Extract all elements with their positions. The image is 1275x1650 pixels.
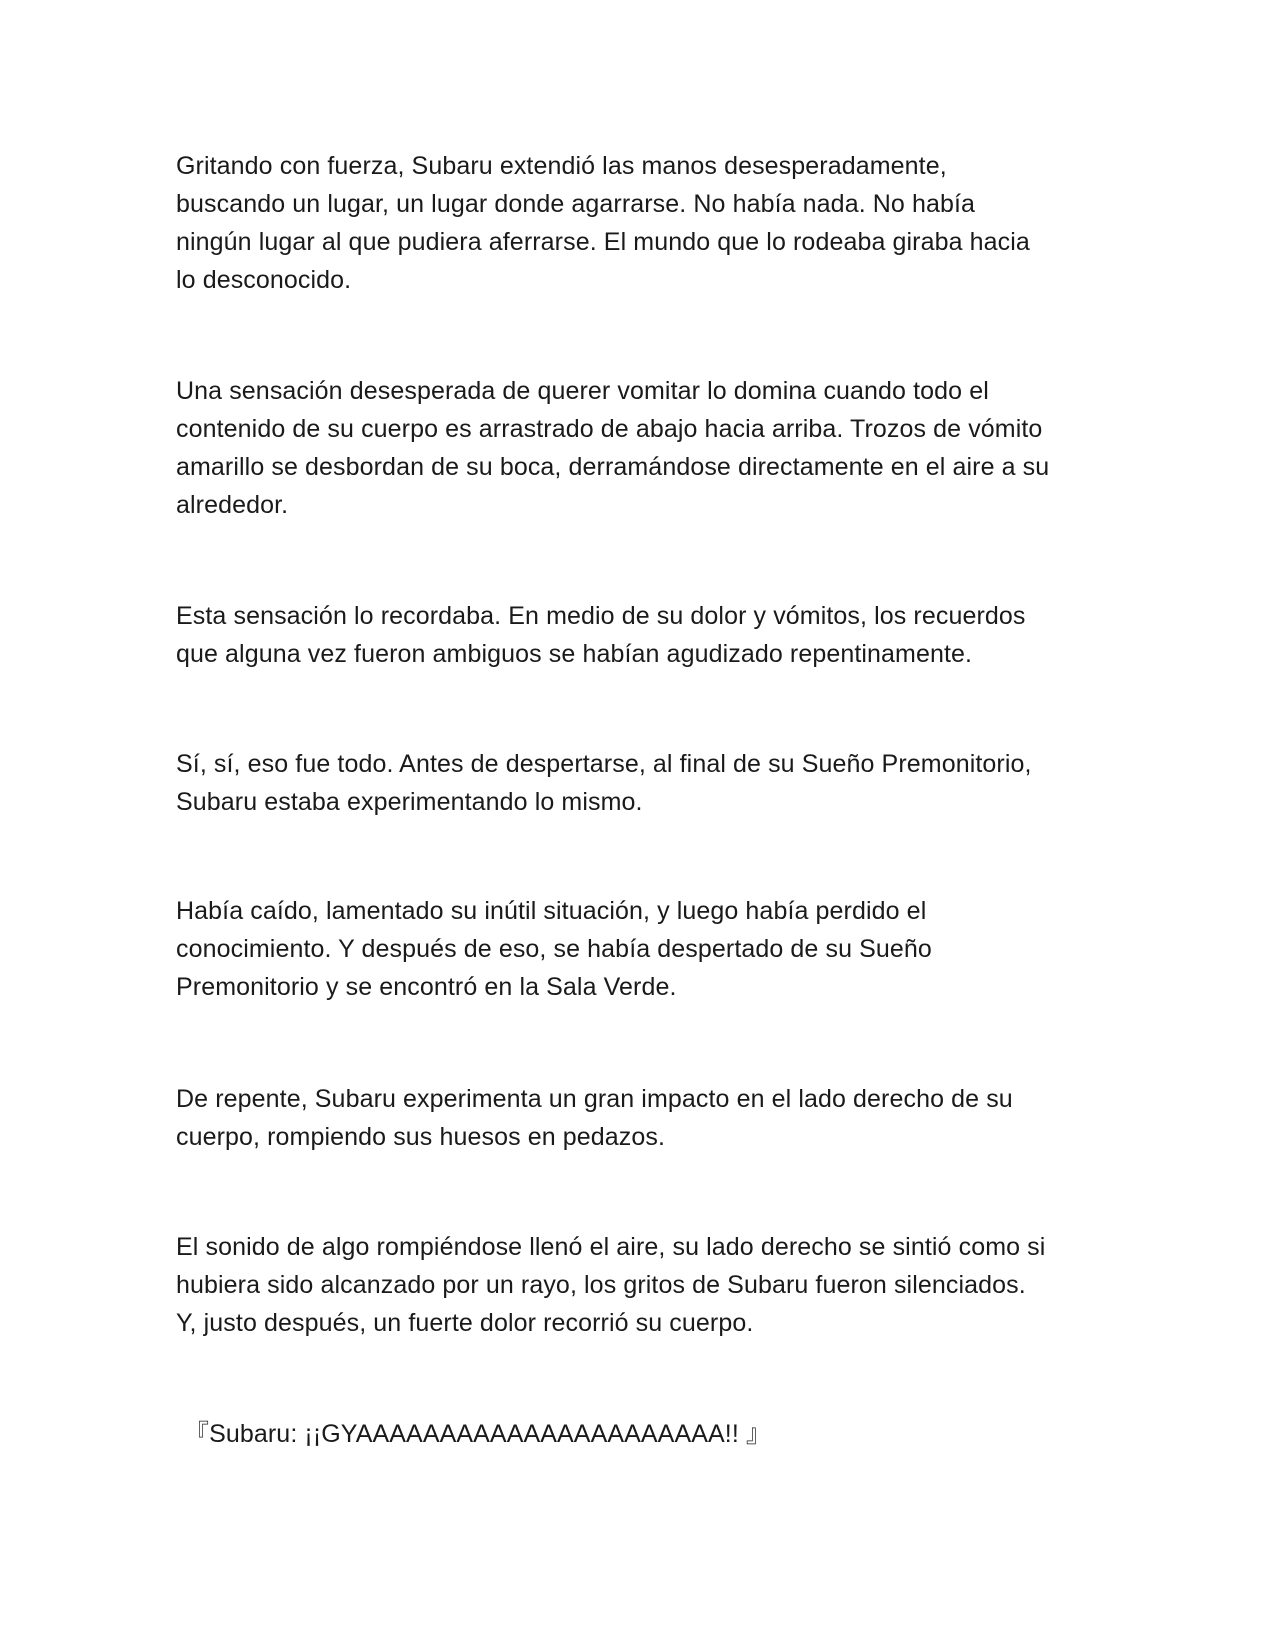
- paragraph-1: [176, 147, 1106, 299]
- text-line: alrededor.: [176, 491, 289, 519]
- dialogue-line: [184, 1415, 1114, 1453]
- text-line: Subaru estaba experimentando lo mismo.: [176, 788, 643, 816]
- text-line: De repente, Subaru experimenta un gran impacto en el lado derecho de su: [176, 1085, 1013, 1113]
- text-line: amarillo se desbordan de su boca, derramándose directamente en el aire a su: [176, 453, 1050, 481]
- text-line: hubiera sido alcanzado por un rayo, los gritos de Subaru fueron silenciados.: [176, 1271, 1026, 1299]
- text-line: Gritando con fuerza, Subaru extendió las manos desesperadamente,: [176, 152, 947, 180]
- text-line: ningún lugar al que pudiera aferrarse. El mundo que lo rodeaba giraba hacia: [176, 228, 1030, 256]
- paragraph-6: [176, 1080, 1106, 1156]
- paragraph-7: [176, 1228, 1106, 1342]
- text-line: Una sensación desesperada de querer vomitar lo domina cuando todo el: [176, 377, 989, 405]
- text-line: cuerpo, rompiendo sus huesos en pedazos.: [176, 1123, 666, 1151]
- text-line: Había caído, lamentado su inútil situación, y luego había perdido el: [176, 897, 927, 925]
- text-line: Premonitorio y se encontró en la Sala Verde.: [176, 973, 677, 1001]
- text-line: Y, justo después, un fuerte dolor recorrió su cuerpo.: [176, 1309, 754, 1337]
- text-line: conocimiento. Y después de eso, se había despertado de su Sueño: [176, 935, 932, 963]
- text-line: Esta sensación lo recordaba. En medio de su dolor y vómitos, los recuerdos: [176, 602, 1026, 630]
- paragraph-3: [176, 597, 1106, 673]
- paragraph-2: [176, 372, 1106, 524]
- text-line: buscando un lugar, un lugar donde agarrarse. No había nada. No había: [176, 190, 976, 218]
- paragraph-4: [176, 745, 1106, 821]
- text-line: 『Subaru: ¡¡GYAAAAAAAAAAAAAAAAAAAAAA!! 』: [184, 1420, 772, 1448]
- text-line: Sí, sí, eso fue todo. Antes de despertarse, al final de su Sueño Premonitorio,: [176, 750, 1032, 778]
- text-line: contenido de su cuerpo es arrastrado de abajo hacia arriba. Trozos de vómito: [176, 415, 1043, 443]
- text-line: El sonido de algo rompiéndose llenó el aire, su lado derecho se sintió como si: [176, 1233, 1046, 1261]
- text-line: que alguna vez fueron ambiguos se habían agudizado repentinamente.: [176, 640, 973, 668]
- text-line: lo desconocido.: [176, 266, 352, 294]
- paragraph-5: [176, 892, 1106, 1006]
